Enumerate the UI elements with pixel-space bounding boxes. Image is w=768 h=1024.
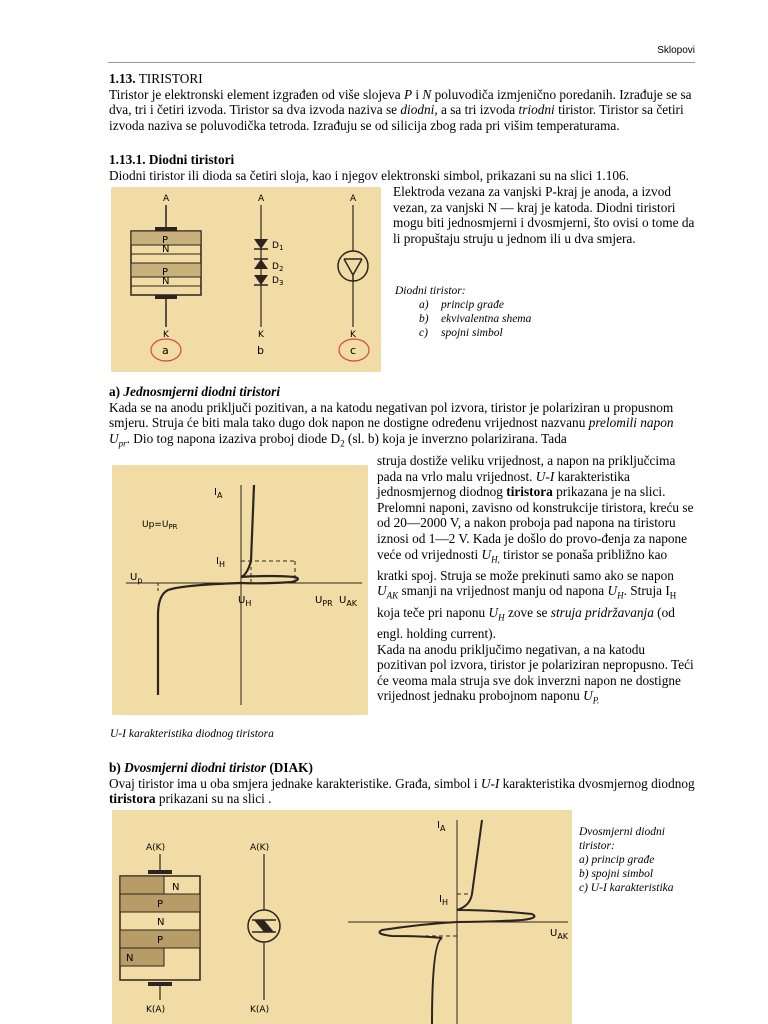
figure-side-text: Elektroda vezana za vanjski P-kraj je anoda, a izvod vezan, za vanjski N — kraj je katoda. Diodni tiristori mogu biti jednosmjerni i dvosmjerni, što ovisi o tome da li propuštaju struju u jednom ili u dva smjera.: [393, 184, 695, 246]
figure-diak: [112, 810, 572, 1024]
diak-label-ih: $I_H$: [439, 894, 448, 907]
diak-axis-uak: $U_{AK}$: [550, 928, 569, 941]
caption-item: b) spojni simbol: [579, 868, 654, 880]
figure-caption-2: U-I karakteristika diodnog tiristora: [110, 728, 274, 740]
figure-caption-1: [395, 284, 595, 340]
label-c: c: [350, 344, 357, 357]
label-d3: $D_3$: [272, 276, 284, 287]
diak-p-top: P: [157, 899, 164, 910]
label-a: a: [162, 344, 169, 357]
part-b: [109, 760, 697, 807]
part-a-side-text: [377, 453, 697, 710]
subsection-heading: 1.13.1. Diodni tiristori: [109, 152, 235, 167]
layer-p1: P: [162, 235, 169, 246]
part-b-paragraph: Ovaj tiristor ima u oba smjera jednake karakteristike. Građa, simbol i U-I karakteristika dvosmjernog diodnog tiristora prikazani su na slici .: [109, 775, 695, 807]
intro-paragraph: Tiristor je elektronski element izgrađen od više slojeva P i N poluvodiča izmjenično poredanih. Izrađuje se sa dva, tri i četiri izvoda. Tiristor sa dva izvoda naziva se diodni, a sa tri izvoda triodni tiristor. Tiristor sa četiri izvoda naziva se poluvodička tetroda. Izrađuju se od silicija zbog rada pri višim temperaturama.: [109, 86, 692, 133]
label-up: $U_p$: [130, 572, 143, 585]
diak-a-bottom: K(A): [146, 1005, 166, 1015]
diak-a-top: A(K): [146, 843, 166, 853]
diak-p-bottom: P: [157, 935, 164, 946]
caption-item: c) spojni simbol: [419, 327, 503, 339]
figure-caption-3: [579, 825, 699, 895]
caption-item: a) princip građe: [419, 299, 504, 311]
figure-diode-thyristor: [111, 187, 381, 372]
part-a-heading: a) Jednosmjerni diodni tiristori: [109, 384, 281, 399]
part-a-side-p1: struja dostiže veliku vrijednost, a napon na priključcima pada na vrlo malu vrijednost. U-I karakteristika jednosmjernog diodnog tiristora prikazana je na slici.: [377, 453, 676, 500]
section-intro: [109, 71, 697, 133]
label-anode-b: A: [258, 194, 265, 204]
label-cathode-c: K: [350, 330, 356, 340]
diak-b-bottom: K(A): [250, 1005, 270, 1015]
label-cathode-a: K: [163, 330, 169, 340]
subsection-intro: [109, 152, 697, 183]
diak-n-bottom: N: [126, 953, 134, 964]
caption-item: a) princip građe: [579, 854, 655, 866]
label-upr: $U_{PR}$: [315, 595, 333, 608]
caption-item: c) U-I karakteristika: [579, 882, 674, 894]
layer-p2: P: [162, 267, 169, 278]
diak-axis-ia: $I_A$: [437, 820, 446, 833]
section-heading: [109, 71, 697, 87]
label-b: b: [257, 344, 264, 357]
label-ih: $I_H$: [216, 556, 225, 569]
caption-item: b) ekvivalentna shema: [419, 313, 532, 325]
caption-title: Diodni tiristor:: [395, 285, 466, 297]
label-anode-a: A: [163, 194, 170, 204]
caption-title-3: Dvosmjerni diodni tiristor:: [579, 826, 665, 852]
label-anode-c: A: [350, 194, 357, 204]
axis-uak: $U_{AK}$: [339, 595, 358, 608]
part-a: [109, 384, 697, 452]
section-number: 1.13.: [109, 71, 136, 86]
axis-ia: $I_A$: [214, 487, 223, 500]
layer-n2: N: [162, 276, 170, 287]
page-header: Sklopovi: [657, 45, 695, 56]
label-uh: $U_H$: [238, 595, 252, 608]
label-d1: $D_1$: [272, 241, 284, 252]
part-a-side-p2: Prelomni naponi, zavisno od konstrukcije tiristora, kreću se od 20—2000 V, a nakon proboja pad napona na tiristoru iznosi od 1—2 V. Kada je došlo do provo-đenja za napone veće od vrijednosti $U_{H,}$ tiristor se ponaša približno kao kratki spoj. Struja se može prekinuti samo ako se napon $U_{AK}$ smanji na vrijednost manju od napona $U_H$. Struja $I_H$ koja teče pri naponu $U_H$ zove se struja pridržavanja (od engl. holding current).: [377, 499, 694, 641]
part-a-side-p3: Kada na anodu priključimo negativan, a na katodu pozitivan pol izvora, tiristor je polariziran nepropusno. Teći će veoma mala struja sve dok inverzni napon ne dostigne vrijednost jednaku probojnom naponu $U_{P.}$: [377, 641, 694, 706]
part-b-heading: b) Dvosmjerni diodni tiristor (DIAK): [109, 760, 313, 775]
diak-b-top: A(K): [250, 843, 270, 853]
diak-n-mid: N: [157, 917, 165, 928]
diak-n-top: N: [172, 882, 180, 893]
part-a-paragraph: Kada se na anodu priključi pozitivan, a na katodu negativan pol izvora, tiristor je polariziran u propusnom smjeru. Struja će biti mala tako dugo dok napon ne dostigne određenu vrijednost nazvanu prelomili napon $U_{pr}$. Dio tog napona izaziva proboj diode $D_2$ (sl. b) koja je inverzno polarizirana. Tada: [109, 399, 674, 449]
label-cathode-b: K: [258, 330, 264, 340]
label-d2: $D_2$: [272, 262, 284, 273]
figure-ui-characteristic: [112, 465, 368, 715]
layer-n1: N: [162, 244, 170, 255]
label-up-eq: $Up=U_{PR}$: [142, 520, 178, 531]
header-rule: [108, 62, 695, 63]
subsection-text: Diodni tiristor ili dioda sa četiri sloja, kao i njegov elektronski simbol, prikazani su na slici 1.106.: [109, 167, 629, 183]
section-title: TIRISTORI: [138, 71, 203, 86]
